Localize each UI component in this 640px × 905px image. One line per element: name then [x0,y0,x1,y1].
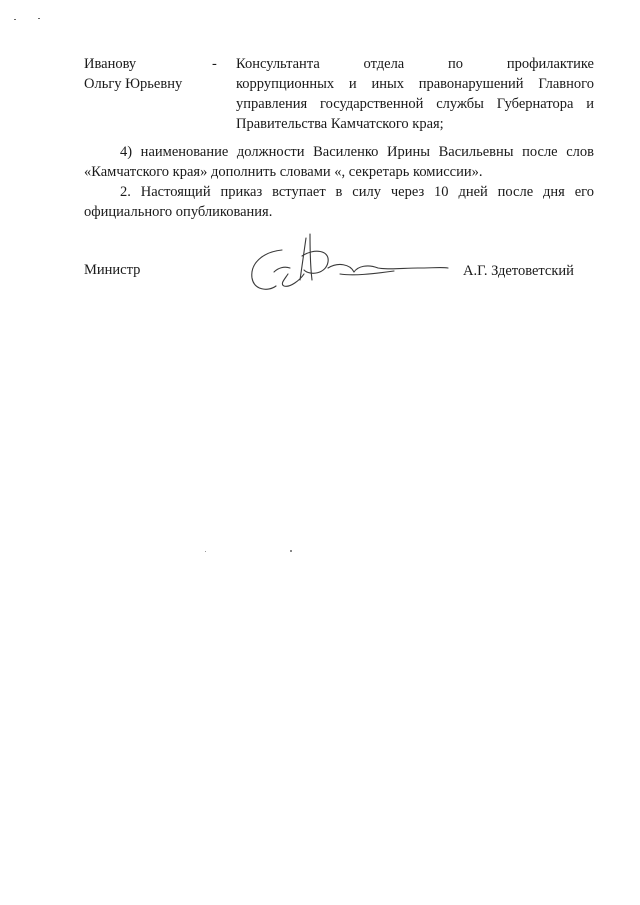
clause-2-line: официального опубликования. [84,204,273,220]
signatory-title: Министр [84,262,141,278]
assignee-given-names: Ольгу Юрьевну [84,76,183,92]
clause-2-line: 2. Настоящий приказ вступает в силу через 10 дней после дня его [120,184,594,200]
scan-speck [205,551,206,552]
position-line: Консультанта отдела по профилактике [236,56,594,72]
clause-2-paragraph [84,182,594,222]
scan-speck [38,18,40,19]
scan-speck [14,19,16,20]
clause-4-line: 4) наименование должности Василенко Ирины Васильевны после слов [120,144,594,160]
scan-speck [290,550,292,552]
assignment-dash: - [212,56,217,72]
position-line: управления государственной службы Губернатора и [236,96,594,112]
clause-4-paragraph [84,142,594,182]
assignee-name [84,54,224,94]
signer-name: А.Г. Здетоветский [463,263,574,279]
handwritten-signature [244,228,450,294]
clause-4-line: «Камчатского края» дополнить словами «, секретарь комиссии». [84,164,483,180]
position-line: Правительства Камчатского края; [236,116,444,132]
position-line: коррупционных и иных правонарушений Главного [236,76,594,92]
assignee-surname: Иванову [84,56,137,72]
assignee-position [236,54,594,134]
